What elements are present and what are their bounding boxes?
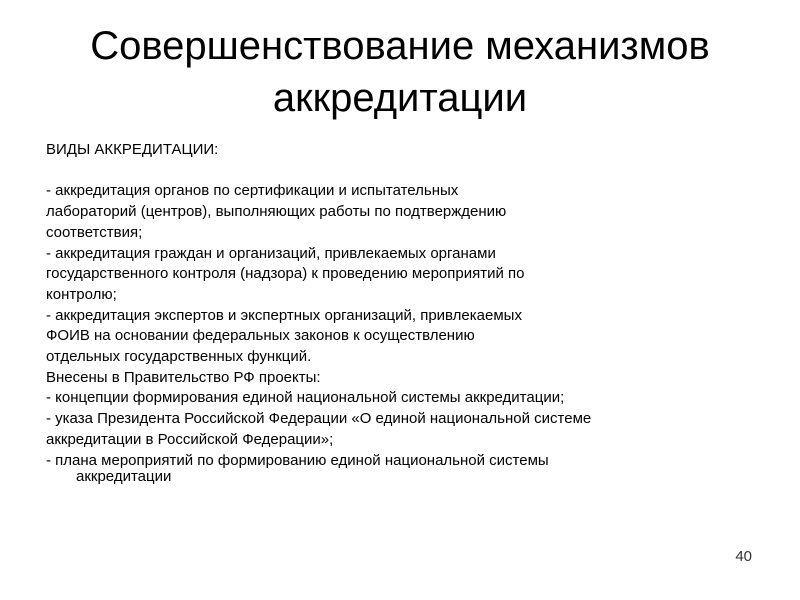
- body-line: ФОИВ на основании федеральных законов к осуществлению: [46, 327, 475, 345]
- body-line: отдельных государственных функций.: [46, 348, 312, 366]
- body-line: - плана мероприятий по формированию единой национальной системы: [46, 451, 549, 469]
- body-line: - аккредитация экспертов и экспертных организаций, привлекаемых: [46, 306, 522, 324]
- page-number: 40: [735, 548, 752, 565]
- body-line-continuation: аккредитации: [76, 468, 172, 486]
- slide-title: [40, 20, 760, 124]
- blank-line: [46, 161, 746, 182]
- section-heading: ВИДЫ АККРЕДИТАЦИИ:: [46, 141, 219, 158]
- body-line: Внесены в Правительство РФ проекты:: [46, 368, 321, 386]
- body-line: аккредитации в Российской Федерации»;: [46, 430, 334, 448]
- body-line: - аккредитация граждан и организаций, привлекаемых органами: [46, 244, 496, 262]
- body-line: - аккредитация органов по сертификации и испытательных: [46, 182, 459, 200]
- body-line: государственного контроля (надзора) к проведению мероприятий по: [46, 265, 525, 283]
- body-line: - концепции формирования единой национальной системы аккредитации;: [46, 389, 565, 407]
- body-line: лабораторий (центров), выполняющих работы по подтверждению: [46, 203, 507, 221]
- body-line: - указа Президента Российской Федерации «О единой национальной системе: [46, 410, 592, 428]
- body-line: соответствия;: [46, 223, 143, 241]
- slide-title-line-2: аккредитации: [272, 76, 528, 120]
- slide-body-text: [46, 140, 746, 488]
- slide-title-line-1: Совершенствование механизмов: [90, 24, 710, 68]
- body-line: контролю;: [46, 285, 117, 303]
